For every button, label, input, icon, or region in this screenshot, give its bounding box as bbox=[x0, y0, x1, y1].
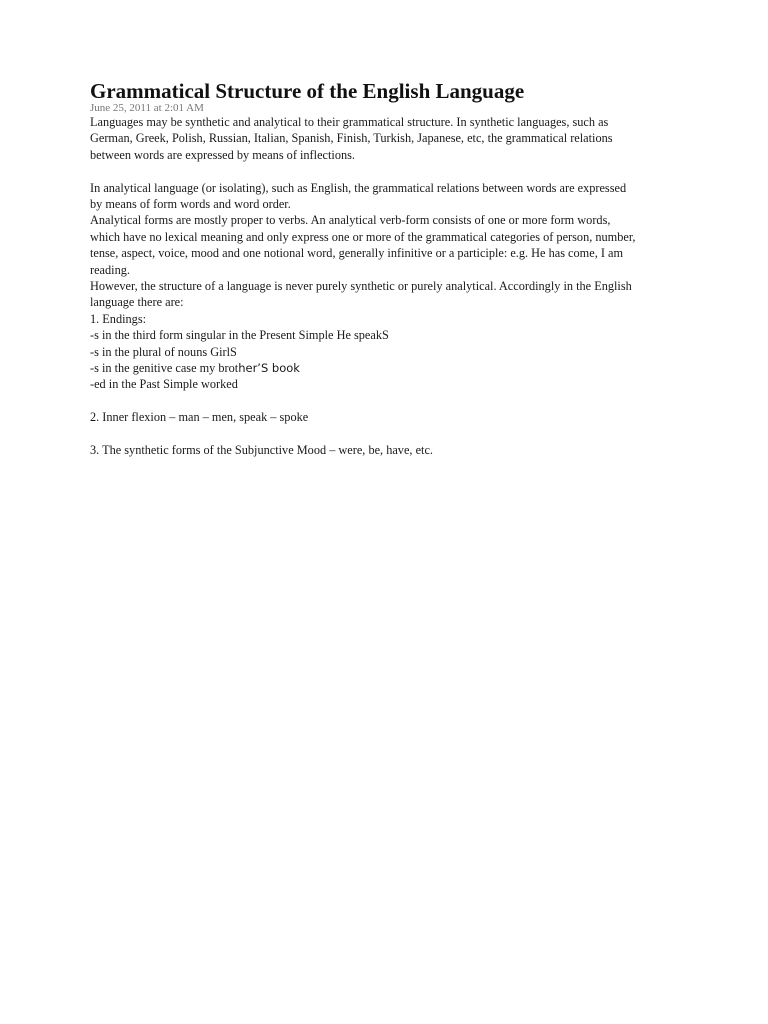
blank-line bbox=[90, 426, 690, 442]
body-line: 3. The synthetic forms of the Subjunctive Mood – were, be, have, etc. bbox=[90, 443, 433, 458]
body-line: Analytical forms are mostly proper to verbs. An analytical verb-form consists of one or more form words, bbox=[90, 213, 611, 228]
list-item: -ed in the Past Simple worked bbox=[90, 377, 238, 392]
body-line: which have no lexical meaning and only express one or more of the grammatical categories of person, number, bbox=[90, 229, 636, 244]
body-line: 2. Inner flexion – man – men, speak – spoke bbox=[90, 410, 309, 425]
body-line: In analytical language (or isolating), such as English, the grammatical relations between words are expressed bbox=[90, 180, 627, 195]
body-line: tense, aspect, voice, mood and one notional word, generally infinitive or a participle: e.g. He has come, I am bbox=[90, 246, 624, 261]
body-line: between words are expressed by means of inflections. bbox=[90, 147, 355, 162]
document-page bbox=[90, 80, 690, 458]
list-item-genitive bbox=[90, 360, 690, 376]
body-line: However, the structure of a language is never purely synthetic or purely analytical. Accordingly in the English bbox=[90, 279, 632, 294]
body-line: Languages may be synthetic and analytical to their grammatical structure. In synthetic languages, such as bbox=[90, 115, 609, 129]
body-line: by means of form words and word order. bbox=[90, 197, 291, 212]
body-line: German, Greek, Polish, Russian, Italian, Spanish, Finish, Turkish, Japanese, etc, the grammatical relations bbox=[90, 131, 613, 146]
document-body bbox=[90, 114, 690, 458]
list-heading: 1. Endings: bbox=[90, 311, 147, 326]
body-line: language there are: bbox=[90, 295, 184, 310]
blank-line bbox=[90, 393, 690, 409]
blank-line bbox=[90, 163, 690, 179]
body-line: reading. bbox=[90, 262, 130, 277]
list-item: -s in the plural of nouns GirlS bbox=[90, 344, 237, 359]
document-date: June 25, 2011 at 2:01 AM bbox=[90, 102, 204, 114]
document-title: Grammatical Structure of the English Language bbox=[90, 79, 525, 103]
genitive-prefix: -s in the genitive case my brot bbox=[90, 361, 239, 376]
genitive-suffix: her’S book bbox=[238, 361, 300, 376]
list-item: -s in the third form singular in the Present Simple He speakS bbox=[90, 328, 389, 343]
